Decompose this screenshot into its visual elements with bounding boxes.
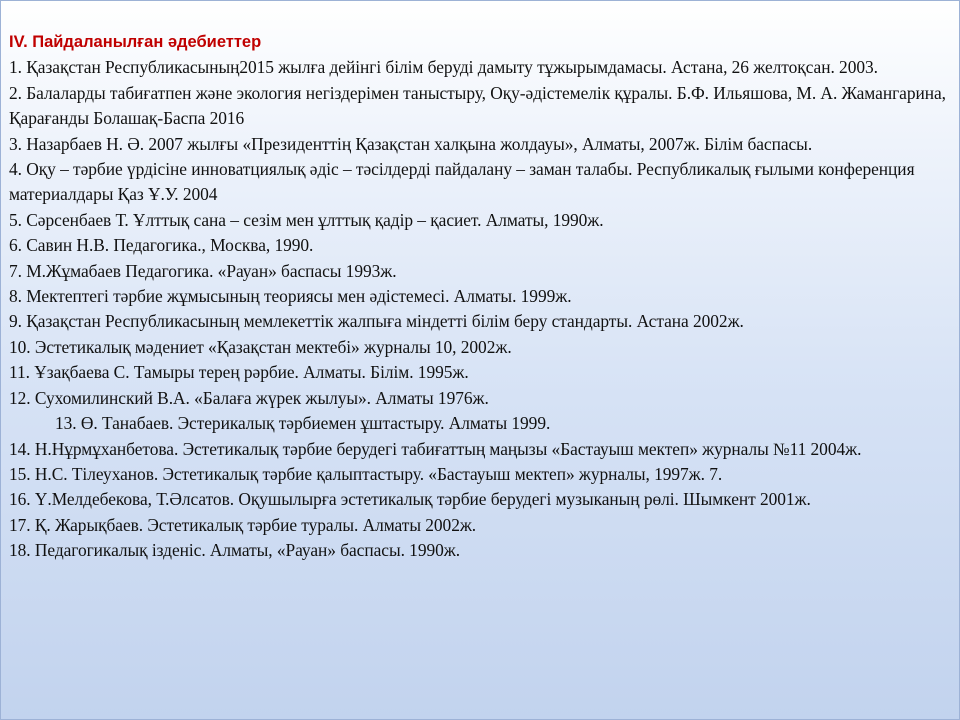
reference-item: 8. Мектептегі тәрбие жұмысының теориясы мен әдістемесі. Алматы. 1999ж. [9, 286, 572, 307]
reference-list [9, 55, 954, 563]
reference-item: 1. Қазақстан Республикасының2015 жылға дейінгі білім беруді дамыту тұжырымдамасы. Астана, 26 желтоқсан. 2003. [9, 57, 878, 78]
reference-item: 10. Эстетикалық мәдениет «Қазақстан мектебі» журналы 10, 2002ж. [9, 336, 512, 357]
reference-item: 13. Ө. Танабаев. Эстерикалық тәрбиемен ұштастыру. Алматы 1999. [55, 413, 551, 434]
reference-item: 4. Оқу – тәрбие үрдісіне инноватциялық әдіс – тәсілдерді пайдалану – заман талабы. Республикалық ғылыми конференция материалдары Қаз Ұ.У. 2004 [9, 159, 915, 205]
reference-item: 3. Назарбаев Н. Ә. 2007 жылғы «Президенттің Қазақстан халқына жолдауы», Алматы, 2007ж. Білім баспасы. [9, 133, 813, 154]
reference-item: 14. Н.Нұрмұханбетова. Эстетикалық тәрбие берудегі табиғаттың маңызы «Бастауыш мектеп» журналы №11 2004ж. [9, 438, 862, 459]
reference-item: 12. Сухомилинский В.А. «Балаға жүрек жылуы». Алматы 1976ж. [9, 387, 489, 408]
reference-item: 18. Педагогикалық ізденіс. Алматы, «Рауан» баспасы. 1990ж. [9, 540, 461, 561]
reference-item: 7. М.Жұмабаев Педагогика. «Рауан» баспасы 1993ж. [9, 260, 397, 281]
reference-item: 9. Қазақстан Республикасының мемлекеттік жалпыға міндетті білім беру стандарты. Астана 2002ж. [9, 311, 744, 332]
reference-item: 5. Сәрсенбаев Т. Ұлттық сана – сезім мен ұлттық қадір – қасиет. Алматы, 1990ж. [9, 209, 604, 230]
reference-item: 16. Ү.Мелдебекова, Т.Әлсатов. Оқушылырға эстетикалық тәрбие берудегі музыканың рөлі. Шымкент 2001ж. [9, 489, 811, 510]
reference-item: 17. Қ. Жарықбаев. Эстетикалық тәрбие туралы. Алматы 2002ж. [9, 514, 477, 535]
reference-item: 6. Савин Н.В. Педагогика., Москва, 1990. [9, 235, 314, 256]
slide-content [9, 30, 954, 564]
reference-item: 11. Ұзақбаева С. Тамыры терең рәрбие. Алматы. Білім. 1995ж. [9, 362, 469, 383]
section-heading: IV. Пайдаланылған әдебиеттер [9, 33, 262, 51]
reference-item: 2. Балаларды табиғатпен және экология негіздерімен таныстыру, Оқу-әдістемелік құралы. Б.Ф. Ильяшова, М. А. Жамангарина, Қарағанды Болашақ-Баспа 2016 [9, 82, 946, 129]
reference-item: 15. Н.С. Тілеуханов. Эстетикалық тәрбие қалыптастыру. «Бастауыш мектеп» журналы, 1997ж. 7. [9, 463, 723, 484]
